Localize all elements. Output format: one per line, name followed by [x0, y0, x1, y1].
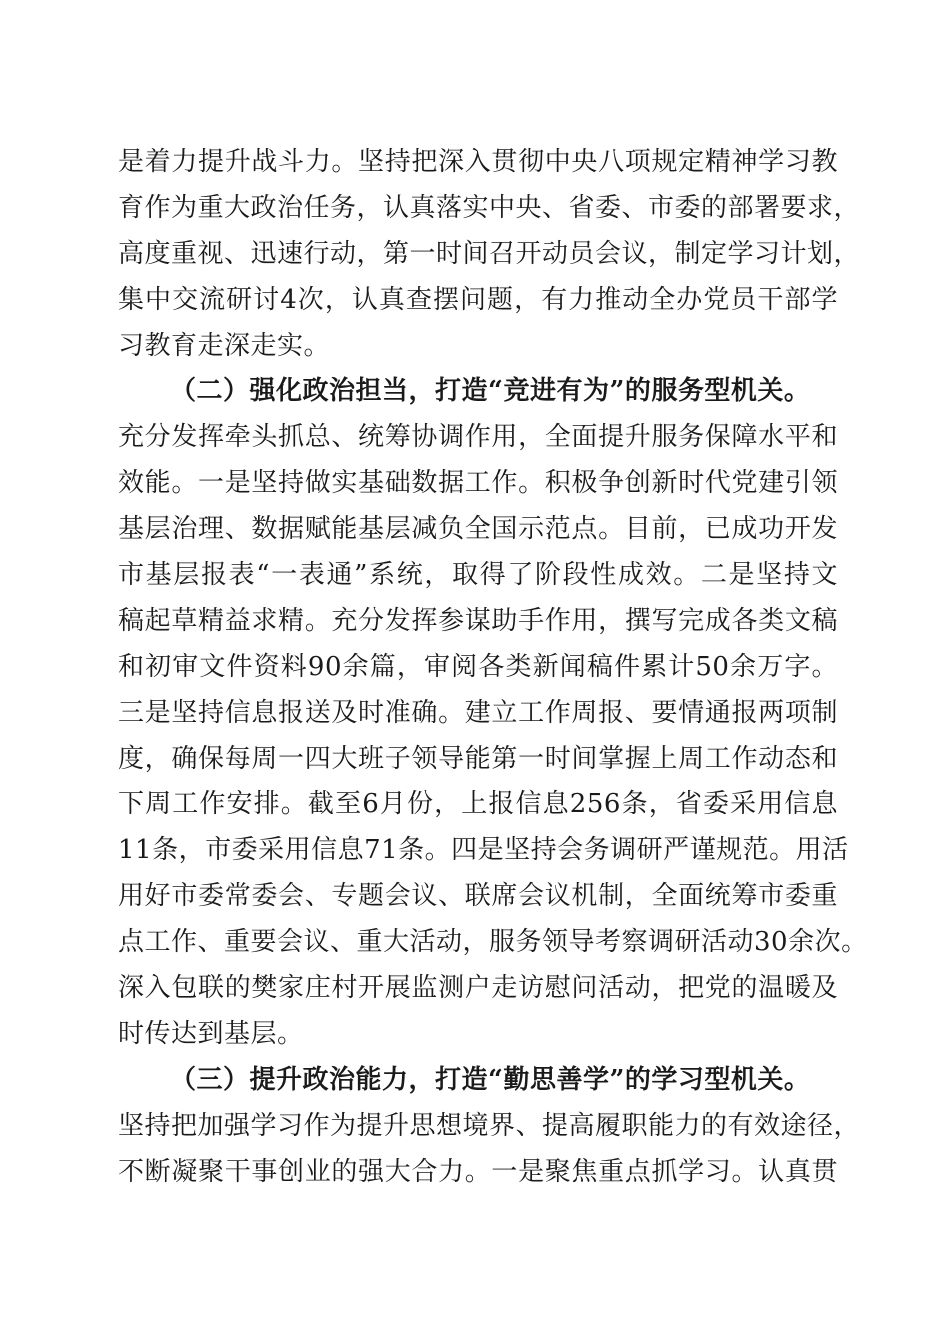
text-line: 深入包联的樊家庄村开展监测户走访慰问活动，把党的温暖及 — [118, 973, 838, 1004]
text-line: 下周工作安排。截至6月份，上报信息256条，省委采用信息 — [118, 789, 838, 820]
text-line: 高度重视、迅速行动，第一时间召开动员会议，制定学习计划， — [118, 238, 861, 269]
text-line: 和初审文件资料90余篇，审阅各类新闻稿件累计50余万字。 — [118, 651, 838, 682]
paragraph-1 — [118, 140, 861, 369]
text-line: 效能。一是坚持做实基础数据工作。积极争创新时代党建引领 — [118, 468, 838, 499]
paragraph-3 — [118, 1058, 861, 1196]
text-line: 用好市委常委会、专题会议、联席会议机制，全面统筹市委重 — [118, 881, 838, 912]
text-line: 度，确保每周一四大班子领导能第一时间掌握上周工作动态和 — [118, 743, 838, 774]
text-line: 集中交流研讨4次，认真查摆问题，有力推动全办党员干部学 — [118, 284, 838, 315]
text-line: 育作为重大政治任务，认真落实中央、省委、市委的部署要求， — [118, 192, 861, 223]
section-heading: （二）强化政治担当，打造“竞进有为”的服务型机关。 — [170, 376, 811, 407]
text-line: 坚持把加强学习作为提升思想境界、提高履职能力的有效途径， — [118, 1110, 861, 1141]
text-line: 基层治理、数据赋能基层减负全国示范点。目前，已成功开发 — [118, 514, 838, 545]
text-line: 习教育走深走实。 — [118, 330, 331, 361]
paragraph-2 — [118, 369, 868, 1057]
text-line: 时传达到基层。 — [118, 1018, 304, 1049]
text-line: 是着力提升战斗力。坚持把深入贯彻中央八项规定精神学习教 — [118, 147, 838, 177]
text-line: 不断凝聚干事创业的强大合力。一是聚焦重点抓学习。认真贯 — [118, 1156, 838, 1187]
section-heading: （三）提升政治能力，打造“勤思善学”的学习型机关。 — [170, 1064, 811, 1095]
text-line: 点工作、重要会议、重大活动，服务领导考察调研活动30余次。 — [118, 927, 868, 958]
document-body — [118, 140, 868, 1195]
text-line: 充分发挥牵头抓总、统筹协调作用，全面提升服务保障水平和 — [118, 422, 838, 453]
text-line: 稿起草精益求精。充分发挥参谋助手作用，撰写完成各类文稿 — [118, 605, 838, 636]
text-line: 三是坚持信息报送及时准确。建立工作周报、要情通报两项制 — [118, 697, 838, 728]
text-line: 11条，市委采用信息71条。四是坚持会务调研严谨规范。用活 — [118, 835, 849, 866]
text-line: 市基层报表“一表通”系统，取得了阶段性成效。二是坚持文 — [118, 560, 838, 591]
